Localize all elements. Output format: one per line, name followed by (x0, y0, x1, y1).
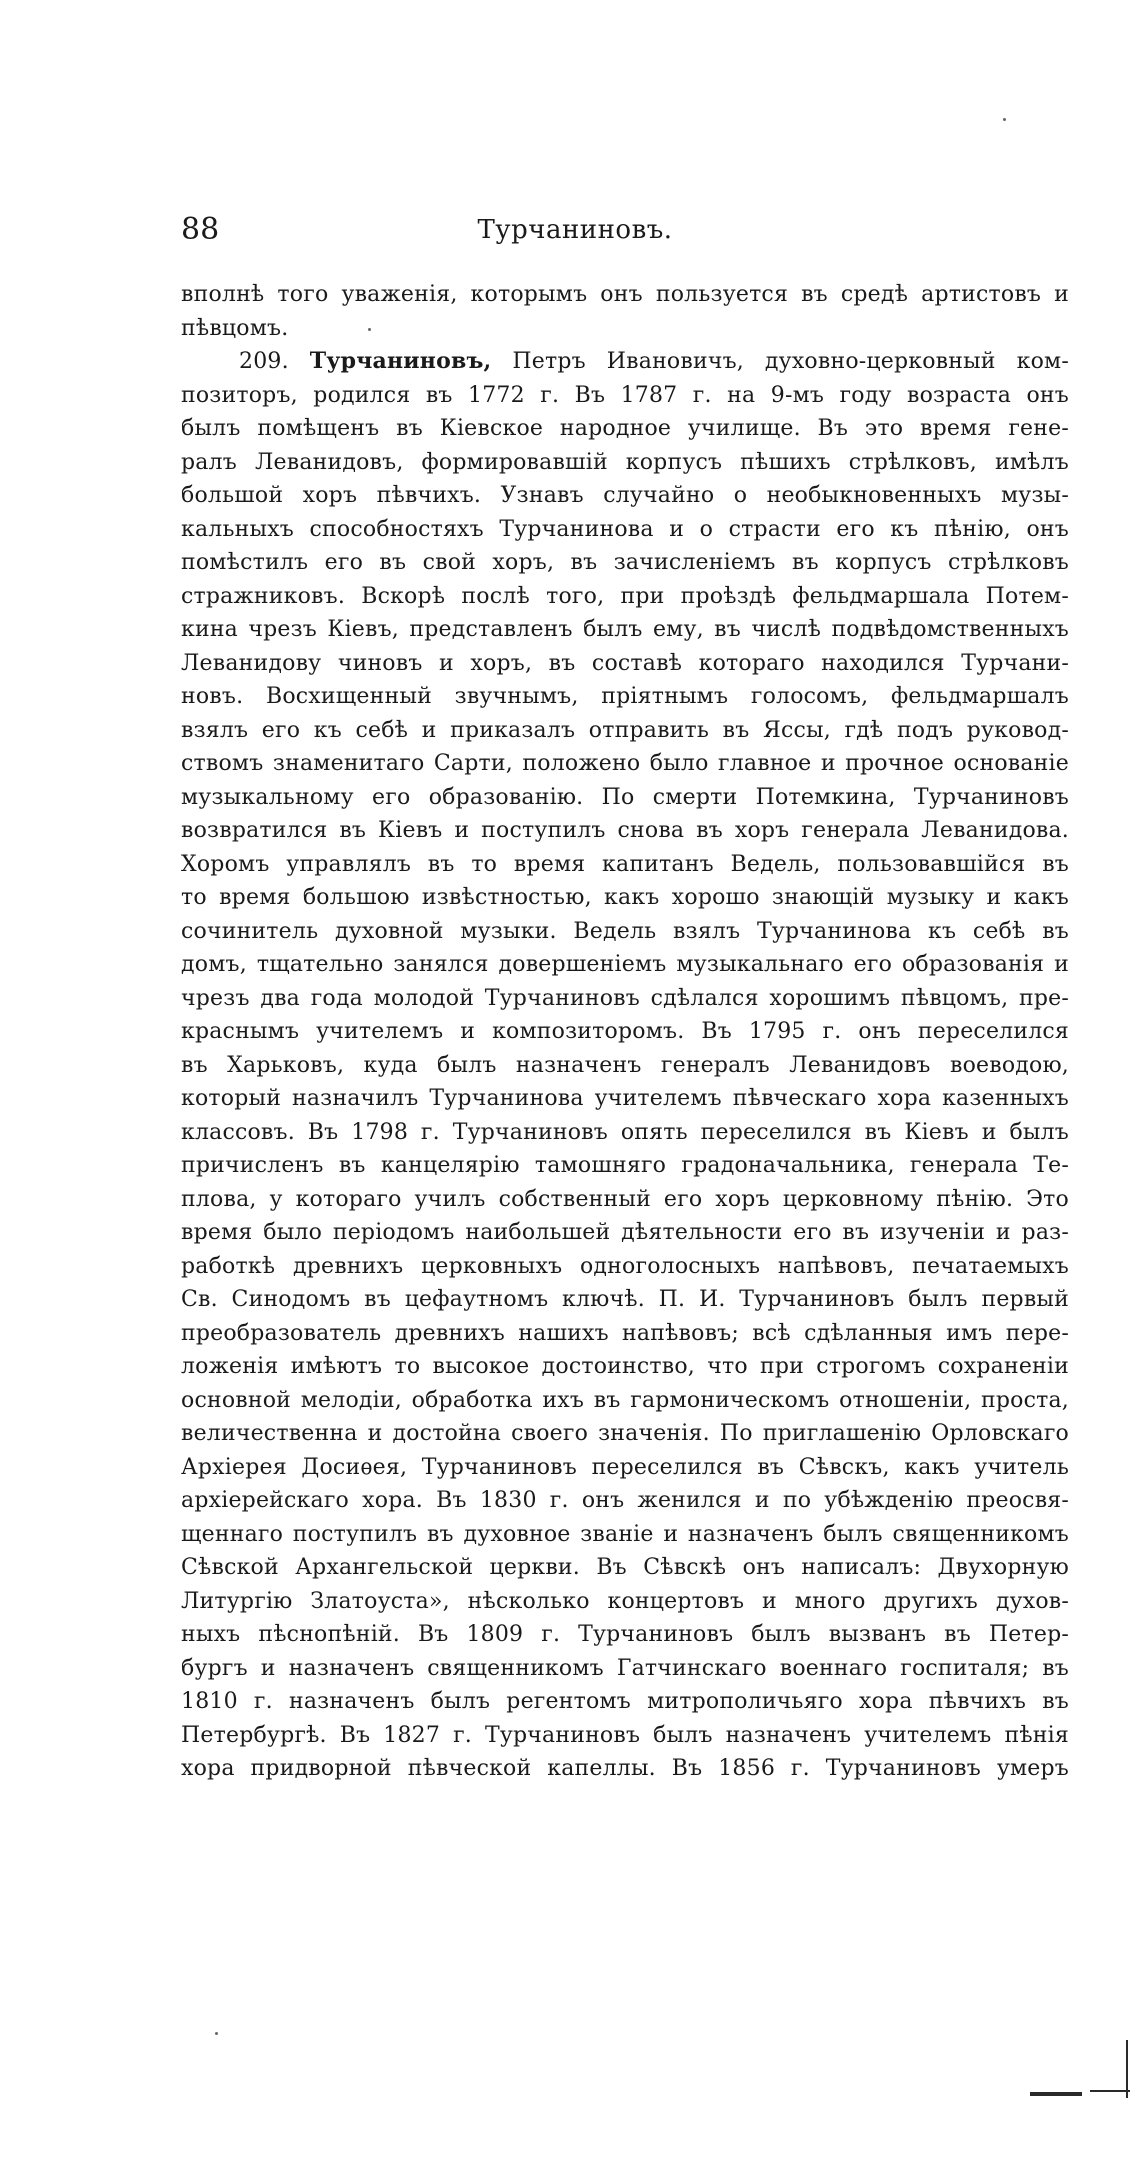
text-line: былъ помѣщенъ въ Кіевское народное училище. Въ это время гене- (181, 416, 1069, 441)
text-line: Хоромъ управлялъ въ то время капитанъ Ведель, пользовавшійся въ (181, 851, 1069, 877)
text-line: новъ. Восхищенный звучнымъ, пріятнымъ голосомъ, фельдмаршалъ (181, 684, 1069, 709)
text-line: хора придворной пѣвческой капеллы. Въ 1856 г. Турчаниновъ умеръ (181, 1756, 1069, 1781)
text-line: Петербургѣ. Въ 1827 г. Турчаниновъ былъ назначенъ учителемъ пѣнія (181, 1722, 1069, 1748)
text-line: ралъ Леванидовъ, формировавшій корпусъ пѣшихъ стрѣлковъ, имѣлъ (181, 449, 1069, 475)
text-line: Литургію Златоуста», нѣсколько концертовъ и много другихъ духов- (181, 1588, 1069, 1614)
text-line: большой хоръ пѣвчихъ. Узнавъ случайно о необыкновенныхъ музы- (181, 483, 1069, 508)
text-line: величественна и достойна своего значенія. По приглашенію Орловскаго (181, 1421, 1069, 1446)
text-line: работкѣ древнихъ церковныхъ одноголосныхъ напѣвовъ, печатаемыхъ (181, 1253, 1069, 1279)
text-line: краснымъ учителемъ и композиторомъ. Въ 1795 г. онъ переселился (181, 1019, 1069, 1044)
text-line: ствомъ знаменитаго Сарти, положено было главное и прочное основаніе (181, 751, 1069, 776)
text-line: ныхъ пѣснопѣній. Въ 1809 г. Турчаниновъ былъ вызванъ въ Петер- (181, 1622, 1069, 1647)
entry-heading-line (181, 345, 1069, 379)
text-line: бургъ и назначенъ священникомъ Гатчинскаго военнаго госпиталя; въ (181, 1655, 1069, 1681)
text-line: стражниковъ. Вскорѣ послѣ того, при проѣздѣ фельдмаршала Потем- (181, 583, 1069, 609)
entry-number: 209. (239, 349, 289, 374)
text-line: сочинитель духовной музыки. Ведель взялъ Турчанинова къ себѣ въ (181, 918, 1069, 944)
text-line: въ Харьковъ, куда былъ назначенъ генералъ Леванидовъ воеводою, (181, 1052, 1069, 1078)
text-line: чрезъ два года молодой Турчаниновъ сдѣлался хорошимъ пѣвцомъ, пре- (181, 985, 1069, 1011)
text-line: взялъ его къ себѣ и приказалъ отправить въ Яссы, гдѣ подъ руковод- (181, 717, 1069, 743)
scan-speck (368, 328, 371, 331)
text-line: классовъ. Въ 1798 г. Турчаниновъ опять переселился въ Кіевъ и былъ (181, 1119, 1069, 1145)
running-head (181, 210, 969, 250)
text-line: то время большою извѣстностью, какъ хорошо знающій музыку и какъ (181, 885, 1069, 910)
running-title: Турчаниновъ. (477, 215, 673, 245)
text-line: домъ, тщательно занялся довершеніемъ музыкальнаго его образованія и (181, 952, 1069, 977)
entry-name: Турчаниновъ, (309, 348, 492, 374)
entry-first-line-text: Петръ Ивановичъ, духовно-церковный ком- (512, 349, 1069, 374)
text-line: музыкальному его образованію. По смерти Потемкина, Турчаниновъ (181, 784, 1069, 810)
text-line: основной мелодіи, обработка ихъ въ гармоническомъ отношеніи, проста, (181, 1387, 1069, 1413)
scan-edge-marks (1020, 2040, 1140, 2160)
text-line: позиторъ, родился въ 1772 г. Въ 1787 г. на 9-мъ году возраста онъ (181, 382, 1069, 408)
text-line: Сѣвской Архангельской церкви. Въ Сѣвскѣ онъ написалъ: Двухорную (181, 1555, 1069, 1580)
text-line: Св. Синодомъ въ цефаутномъ ключѣ. П. И. Турчаниновъ былъ первый (181, 1287, 1069, 1312)
text-line (181, 1786, 1069, 1820)
text-line: время было періодомъ наибольшей дѣятельности его въ изученіи и раз- (181, 1220, 1069, 1245)
text-line: кальныхъ способностяхъ Турчанинова и о страсти его къ пѣнію, онъ (181, 516, 1069, 542)
text-line: Архіерея Досиѳея, Турчаниновъ переселился въ Сѣвскъ, какъ учитель (181, 1454, 1069, 1480)
text-line: помѣстилъ его въ свой хоръ, въ зачисленіемъ въ корпусъ стрѣлковъ (181, 550, 1069, 575)
body-text (181, 278, 1069, 1819)
text-line: преобразователь древнихъ нашихъ напѣвовъ; всѣ сдѣланныя имъ пере- (181, 1320, 1069, 1346)
text-line: 1810 г. назначенъ былъ регентомъ митрополичьяго хора пѣвчихъ въ (181, 1689, 1069, 1714)
text-line: ложенія имѣютъ то высокое достоинство, что при строгомъ сохраненіи (181, 1354, 1069, 1379)
text-line: который назначилъ Турчанинова учителемъ пѣвческаго хора казенныхъ (181, 1086, 1069, 1111)
text-line: архіерейскаго хора. Въ 1830 г. онъ женился и по убѣжденію преосвя- (181, 1488, 1069, 1513)
scan-speck (1003, 118, 1006, 121)
text-line: Леванидову чиновъ и хоръ, въ составѣ котораго находился Турчани- (181, 650, 1069, 676)
text-line: вполнѣ того уваженія, которымъ онъ пользуется въ средѣ артистовъ и (181, 282, 1069, 307)
text-line: пѣвцомъ. (181, 315, 289, 341)
text-line: кина чрезъ Кіевъ, представленъ былъ ему, въ числѣ подвѣдомственныхъ (181, 617, 1069, 642)
page-number: 88 (181, 212, 220, 247)
text-line: причисленъ въ канцелярію тамошняго градоначальника, генерала Те- (181, 1153, 1069, 1178)
text-line: возвратился въ Кіевъ и поступилъ снова въ хоръ генерала Леванидова. (181, 818, 1069, 843)
scan-speck (215, 2032, 218, 2035)
text-line: плова, у котораго училъ собственный его хоръ церковному пѣнію. Это (181, 1186, 1069, 1212)
text-line: щеннаго поступилъ въ духовное званіе и назначенъ былъ священникомъ (181, 1521, 1069, 1547)
